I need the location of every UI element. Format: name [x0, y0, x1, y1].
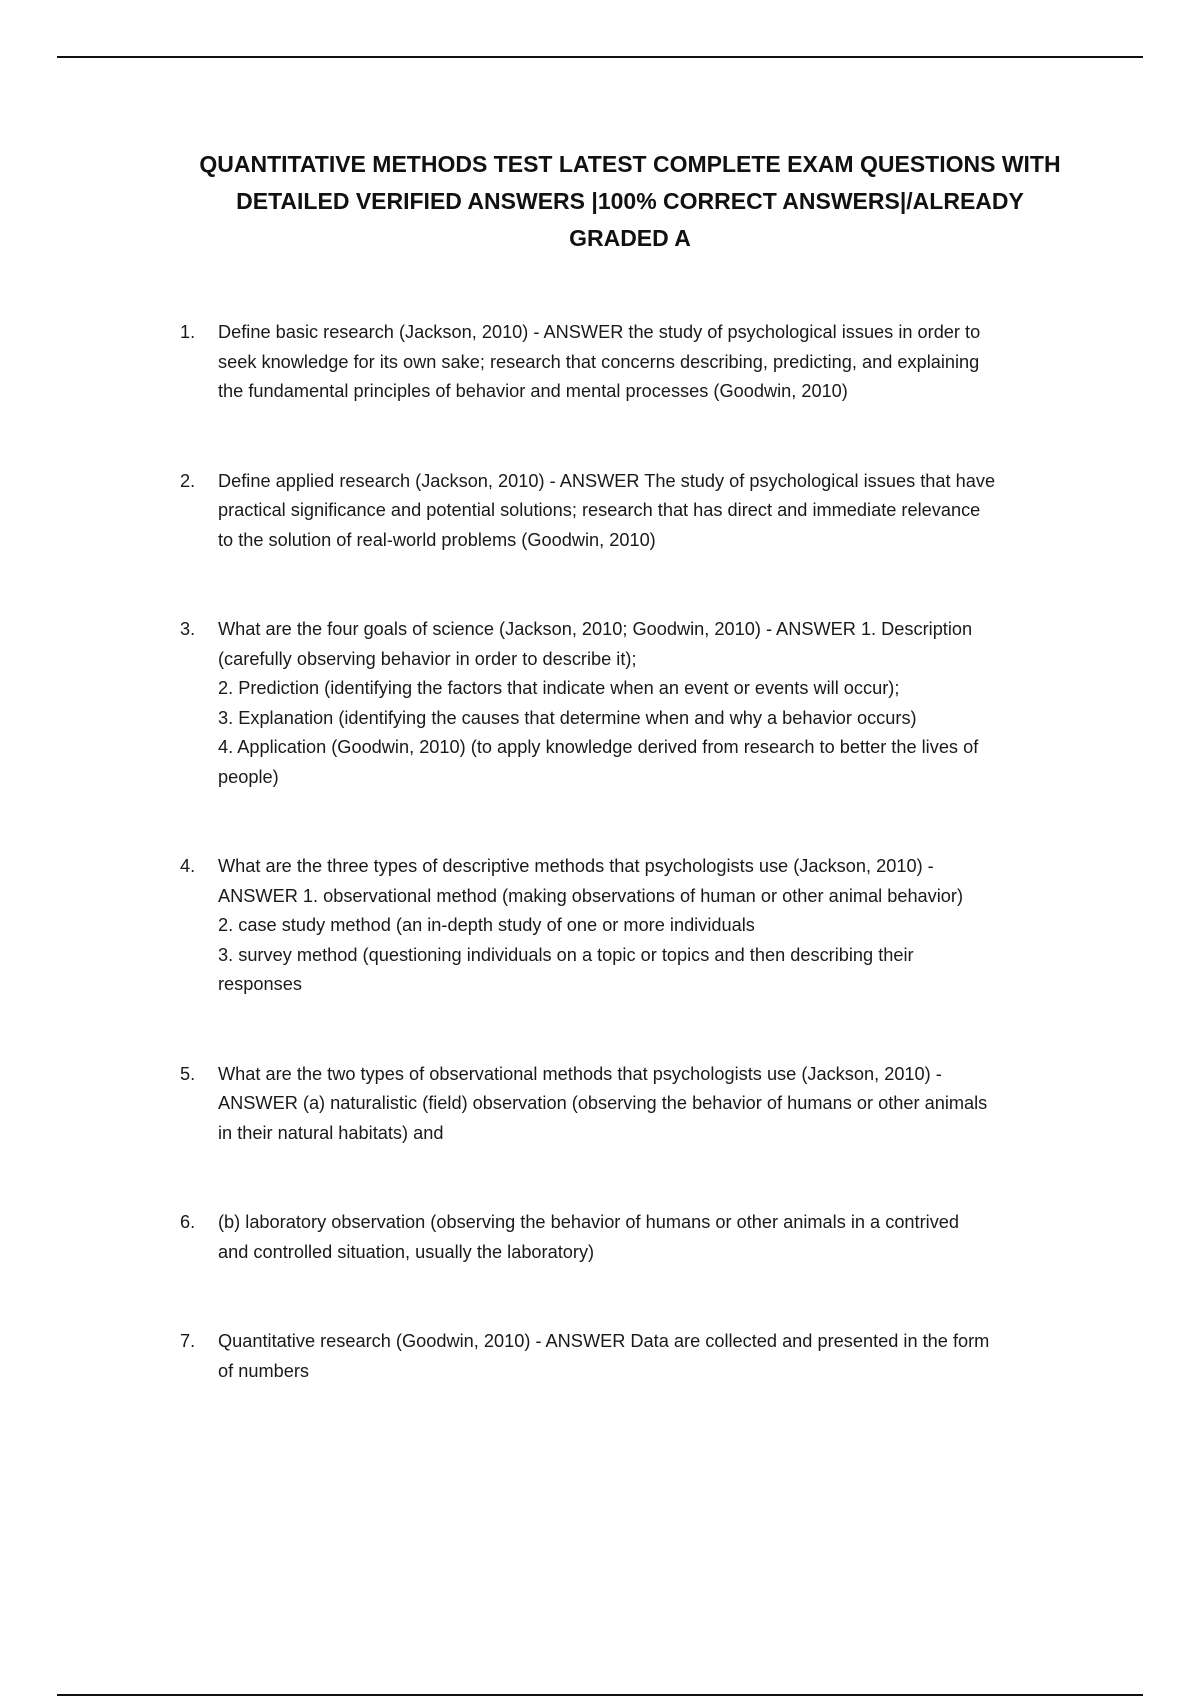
question-list — [180, 318, 1080, 1446]
title-line: DETAILED VERIFIED ANSWERS |100% CORRECT ANSWERS|/ALREADY — [236, 188, 1024, 214]
item-text-line: What are the three types of descriptive methods that psychologists use (Jackson, 2010) - — [218, 856, 934, 876]
footer-rule — [57, 1694, 1143, 1696]
question-item-5 — [180, 1060, 1080, 1149]
question-item-2 — [180, 467, 1080, 556]
header-rule — [57, 56, 1143, 58]
item-text-line: ANSWER 1. observational method (making observations of human or other animal behavior) — [218, 885, 964, 906]
item-text-line: 2. Prediction (identifying the factors that indicate when an event or events will occur); — [218, 678, 900, 698]
item-text-line: responses — [218, 974, 302, 994]
item-text-line: ANSWER (a) naturalistic (field) observation (observing the behavior of humans or other animals — [218, 1093, 988, 1113]
item-number: 2. — [180, 470, 196, 491]
item-text-line: Define basic research (Jackson, 2010) - ANSWER the study of psychological issues in order to — [218, 322, 981, 342]
question-item-1 — [180, 318, 1080, 407]
title-line: GRADED A — [569, 225, 691, 251]
item-number: 1. — [180, 322, 196, 342]
title-line: QUANTITATIVE METHODS TEST LATEST COMPLETE EXAM QUESTIONS WITH — [199, 151, 1061, 177]
item-text-line: (carefully observing behavior in order to describe it); — [218, 648, 637, 669]
item-text-line: of numbers — [218, 1360, 309, 1381]
item-text-line: Quantitative research (Goodwin, 2010) - ANSWER Data are collected and presented in the form — [218, 1331, 990, 1351]
item-text-line: Define applied research (Jackson, 2010) - ANSWER The study of psychological issues that have — [218, 470, 996, 491]
item-text-line: to the solution of real-world problems (Goodwin, 2010) — [218, 529, 656, 550]
item-number: 6. — [180, 1212, 196, 1232]
item-text-line: What are the four goals of science (Jackson, 2010; Goodwin, 2010) - ANSWER 1. Description — [218, 619, 973, 639]
document-title — [180, 146, 1080, 257]
item-text-line: practical significance and potential solutions; research that has direct and immediate relevance — [218, 500, 981, 520]
item-text-line: seek knowledge for its own sake; research that concerns describing, predicting, and explaining — [218, 351, 980, 372]
item-number: 4. — [180, 856, 196, 876]
item-text-line: the fundamental principles of behavior and mental processes (Goodwin, 2010) — [218, 381, 848, 401]
item-number: 3. — [180, 619, 196, 639]
item-number: 7. — [180, 1331, 196, 1351]
question-item-6 — [180, 1208, 1080, 1267]
item-text-line: 4. Application (Goodwin, 2010) (to apply knowledge derived from research to better the lives of — [218, 737, 979, 757]
item-text-line: 3. Explanation (identifying the causes that determine when and why a behavior occurs) — [218, 707, 917, 728]
item-text-line: (b) laboratory observation (observing the behavior of humans or other animals in a contrived — [218, 1212, 960, 1232]
item-text-line: 3. survey method (questioning individuals on a topic or topics and then describing their — [218, 944, 914, 965]
question-item-7 — [180, 1327, 1080, 1386]
item-text-line: and controlled situation, usually the laboratory) — [218, 1241, 595, 1262]
item-text-line: in their natural habitats) and — [218, 1122, 444, 1143]
item-text-line: What are the two types of observational methods that psychologists use (Jackson, 2010) - — [218, 1063, 942, 1084]
question-item-3 — [180, 615, 1080, 792]
item-text-line: 2. case study method (an in-depth study of one or more individuals — [218, 915, 755, 935]
question-item-4 — [180, 852, 1080, 1000]
item-text-line: people) — [218, 766, 279, 787]
item-number: 5. — [180, 1063, 196, 1084]
